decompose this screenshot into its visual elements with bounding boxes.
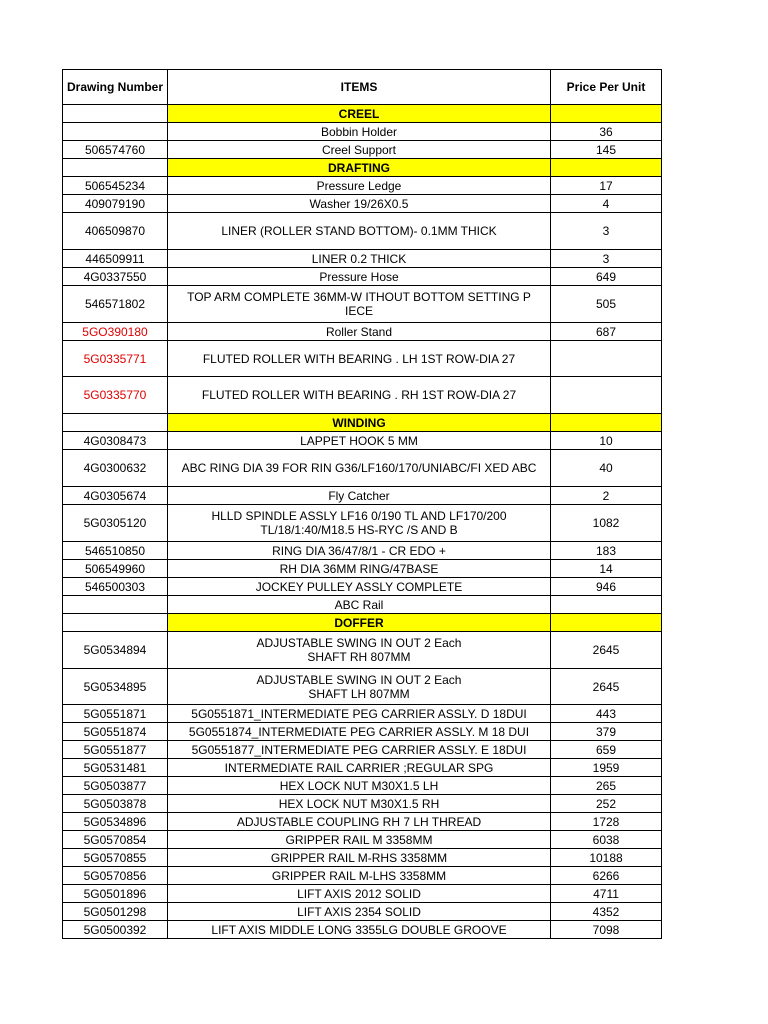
drawing-number-cell: 5G0551874 — [63, 723, 168, 741]
section-drawing-cell — [63, 159, 168, 177]
item-cell: Roller Stand — [168, 323, 551, 341]
section-drawing-cell — [63, 105, 168, 123]
table-row — [63, 723, 662, 741]
table-row — [63, 195, 662, 213]
price-cell: 505 — [551, 286, 662, 323]
item-cell: LINER 0.2 THICK — [168, 250, 551, 268]
table-row — [63, 632, 662, 669]
table-row — [63, 323, 662, 341]
drawing-number-cell: 5GO390180 — [63, 323, 168, 341]
drawing-number-cell: 5G0335770 — [63, 377, 168, 414]
section-row — [63, 414, 662, 432]
table-row — [63, 250, 662, 268]
price-cell: 14 — [551, 560, 662, 578]
drawing-number-cell: 506574760 — [63, 141, 168, 159]
item-cell: FLUTED ROLLER WITH BEARING . LH 1ST ROW-DIA 27 — [168, 341, 551, 377]
item-cell: 5G0551874_INTERMEDIATE PEG CARRIER ASSLY. M 18 DUI — [168, 723, 551, 741]
item-cell: HLLD SPINDLE ASSLY LF16 0/190 TL AND LF170/200 TL/18/1:40/M18.5 HS-RYC /S AND B — [168, 505, 551, 542]
section-price-cell — [551, 414, 662, 432]
drawing-number-cell: 5G0570855 — [63, 849, 168, 867]
drawing-number-cell: 5G0501896 — [63, 885, 168, 903]
section-name: DRAFTING — [168, 159, 551, 177]
item-cell: TOP ARM COMPLETE 36MM-W ITHOUT BOTTOM SETTING P IECE — [168, 286, 551, 323]
item-cell: 5G0551871_INTERMEDIATE PEG CARRIER ASSLY. D 18DUI — [168, 705, 551, 723]
price-cell — [551, 341, 662, 377]
table-row — [63, 432, 662, 450]
table-row — [63, 759, 662, 777]
drawing-number-cell — [63, 123, 168, 141]
table-row — [63, 578, 662, 596]
table-row — [63, 903, 662, 921]
drawing-number-cell: 506545234 — [63, 177, 168, 195]
price-cell: 17 — [551, 177, 662, 195]
item-cell: ABC Rail — [168, 596, 551, 614]
table-row — [63, 867, 662, 885]
item-cell: LAPPET HOOK 5 MM — [168, 432, 551, 450]
drawing-number-cell: 4G0305674 — [63, 487, 168, 505]
table-row — [63, 542, 662, 560]
table-row — [63, 177, 662, 195]
price-cell: 3 — [551, 213, 662, 250]
header-row — [63, 70, 662, 105]
item-cell: JOCKEY PULLEY ASSLY COMPLETE — [168, 578, 551, 596]
drawing-number-cell: 5G0503878 — [63, 795, 168, 813]
item-cell: ADJUSTABLE SWING IN OUT 2 Each SHAFT RH 807MM — [168, 632, 551, 669]
price-cell: 687 — [551, 323, 662, 341]
item-cell: RING DIA 36/47/8/1 - CR EDO + — [168, 542, 551, 560]
drawing-number-cell: 5G0305120 — [63, 505, 168, 542]
item-cell: Washer 19/26X0.5 — [168, 195, 551, 213]
item-cell: 5G0551877_INTERMEDIATE PEG CARRIER ASSLY. E 18DUI — [168, 741, 551, 759]
table-row — [63, 849, 662, 867]
item-cell: LIFT AXIS MIDDLE LONG 3355LG DOUBLE GROOVE — [168, 921, 551, 939]
price-cell: 3 — [551, 250, 662, 268]
price-cell: 6266 — [551, 867, 662, 885]
table-row — [63, 705, 662, 723]
header-drawing-number: Drawing Number — [63, 70, 168, 105]
price-cell: 145 — [551, 141, 662, 159]
section-row — [63, 105, 662, 123]
drawing-number-cell: 5G0551871 — [63, 705, 168, 723]
table-row — [63, 505, 662, 542]
drawing-number-cell: 4G0337550 — [63, 268, 168, 286]
section-name: DOFFER — [168, 614, 551, 632]
price-cell: 4352 — [551, 903, 662, 921]
drawing-number-cell: 5G0500392 — [63, 921, 168, 939]
table-row — [63, 123, 662, 141]
section-name: WINDING — [168, 414, 551, 432]
table-row — [63, 213, 662, 250]
table-row — [63, 560, 662, 578]
price-cell: 379 — [551, 723, 662, 741]
table-row — [63, 669, 662, 705]
item-cell: ADJUSTABLE SWING IN OUT 2 Each SHAFT LH 807MM — [168, 669, 551, 705]
item-cell: Pressure Hose — [168, 268, 551, 286]
item-cell: HEX LOCK NUT M30X1.5 RH — [168, 795, 551, 813]
price-cell: 1082 — [551, 505, 662, 542]
item-cell: GRIPPER RAIL M-RHS 3358MM — [168, 849, 551, 867]
price-cell: 659 — [551, 741, 662, 759]
drawing-number-cell: 409079190 — [63, 195, 168, 213]
price-cell: 1728 — [551, 813, 662, 831]
price-table — [62, 69, 662, 939]
table-row — [63, 268, 662, 286]
drawing-number-cell: 5G0501298 — [63, 903, 168, 921]
table-row — [63, 741, 662, 759]
drawing-number-cell: 5G0534895 — [63, 669, 168, 705]
drawing-number-cell: 506549960 — [63, 560, 168, 578]
table-row — [63, 487, 662, 505]
item-cell: FLUTED ROLLER WITH BEARING . RH 1ST ROW-DIA 27 — [168, 377, 551, 414]
item-cell: Creel Support — [168, 141, 551, 159]
table-row — [63, 831, 662, 849]
drawing-number-cell: 5G0570854 — [63, 831, 168, 849]
item-cell: Pressure Ledge — [168, 177, 551, 195]
item-cell: GRIPPER RAIL M-LHS 3358MM — [168, 867, 551, 885]
drawing-number-cell: 4G0308473 — [63, 432, 168, 450]
price-cell — [551, 377, 662, 414]
item-cell: Bobbin Holder — [168, 123, 551, 141]
drawing-number-cell: 546510850 — [63, 542, 168, 560]
section-name: CREEL — [168, 105, 551, 123]
drawing-number-cell: 5G0503877 — [63, 777, 168, 795]
drawing-number-cell: 5G0534894 — [63, 632, 168, 669]
price-cell: 649 — [551, 268, 662, 286]
table-row — [63, 377, 662, 414]
item-cell: LIFT AXIS 2354 SOLID — [168, 903, 551, 921]
header-price-per-unit: Price Per Unit — [551, 70, 662, 105]
section-price-cell — [551, 159, 662, 177]
drawing-number-cell: 546500303 — [63, 578, 168, 596]
section-price-cell — [551, 614, 662, 632]
price-cell: 40 — [551, 450, 662, 487]
drawing-number-cell: 406509870 — [63, 213, 168, 250]
table-row — [63, 286, 662, 323]
item-cell: GRIPPER RAIL M 3358MM — [168, 831, 551, 849]
price-cell: 2645 — [551, 669, 662, 705]
item-cell: LIFT AXIS 2012 SOLID — [168, 885, 551, 903]
price-cell: 2645 — [551, 632, 662, 669]
drawing-number-cell: 4G0300632 — [63, 450, 168, 487]
price-cell — [551, 596, 662, 614]
section-drawing-cell — [63, 614, 168, 632]
drawing-number-cell: 5G0531481 — [63, 759, 168, 777]
drawing-number-cell: 446509911 — [63, 250, 168, 268]
price-cell: 183 — [551, 542, 662, 560]
drawing-number-cell: 5G0551877 — [63, 741, 168, 759]
price-cell: 10 — [551, 432, 662, 450]
price-cell: 4 — [551, 195, 662, 213]
table-row — [63, 596, 662, 614]
item-cell: RH DIA 36MM RING/47BASE — [168, 560, 551, 578]
table-row — [63, 141, 662, 159]
item-cell: ABC RING DIA 39 FOR RIN G36/LF160/170/UNIABC/FI XED ABC — [168, 450, 551, 487]
price-cell: 2 — [551, 487, 662, 505]
header-items: ITEMS — [168, 70, 551, 105]
table-row — [63, 921, 662, 939]
table-row — [63, 777, 662, 795]
item-cell: HEX LOCK NUT M30X1.5 LH — [168, 777, 551, 795]
section-drawing-cell — [63, 414, 168, 432]
table-row — [63, 813, 662, 831]
price-cell: 6038 — [551, 831, 662, 849]
drawing-number-cell: 5G0335771 — [63, 341, 168, 377]
table-row — [63, 885, 662, 903]
price-cell: 36 — [551, 123, 662, 141]
price-cell: 252 — [551, 795, 662, 813]
price-cell: 4711 — [551, 885, 662, 903]
drawing-number-cell: 5G0534896 — [63, 813, 168, 831]
price-table-body — [63, 70, 662, 939]
item-cell: LINER (ROLLER STAND BOTTOM)- 0.1MM THICK — [168, 213, 551, 250]
item-cell: Fly Catcher — [168, 487, 551, 505]
drawing-number-cell: 5G0570856 — [63, 867, 168, 885]
drawing-number-cell — [63, 596, 168, 614]
drawing-number-cell: 546571802 — [63, 286, 168, 323]
price-cell: 7098 — [551, 921, 662, 939]
item-cell: INTERMEDIATE RAIL CARRIER ;REGULAR SPG — [168, 759, 551, 777]
section-row — [63, 159, 662, 177]
price-cell: 10188 — [551, 849, 662, 867]
section-row — [63, 614, 662, 632]
table-row — [63, 341, 662, 377]
price-cell: 946 — [551, 578, 662, 596]
section-price-cell — [551, 105, 662, 123]
price-cell: 443 — [551, 705, 662, 723]
table-row — [63, 450, 662, 487]
price-cell: 265 — [551, 777, 662, 795]
item-cell: ADJUSTABLE COUPLING RH 7 LH THREAD — [168, 813, 551, 831]
table-row — [63, 795, 662, 813]
price-cell: 1959 — [551, 759, 662, 777]
